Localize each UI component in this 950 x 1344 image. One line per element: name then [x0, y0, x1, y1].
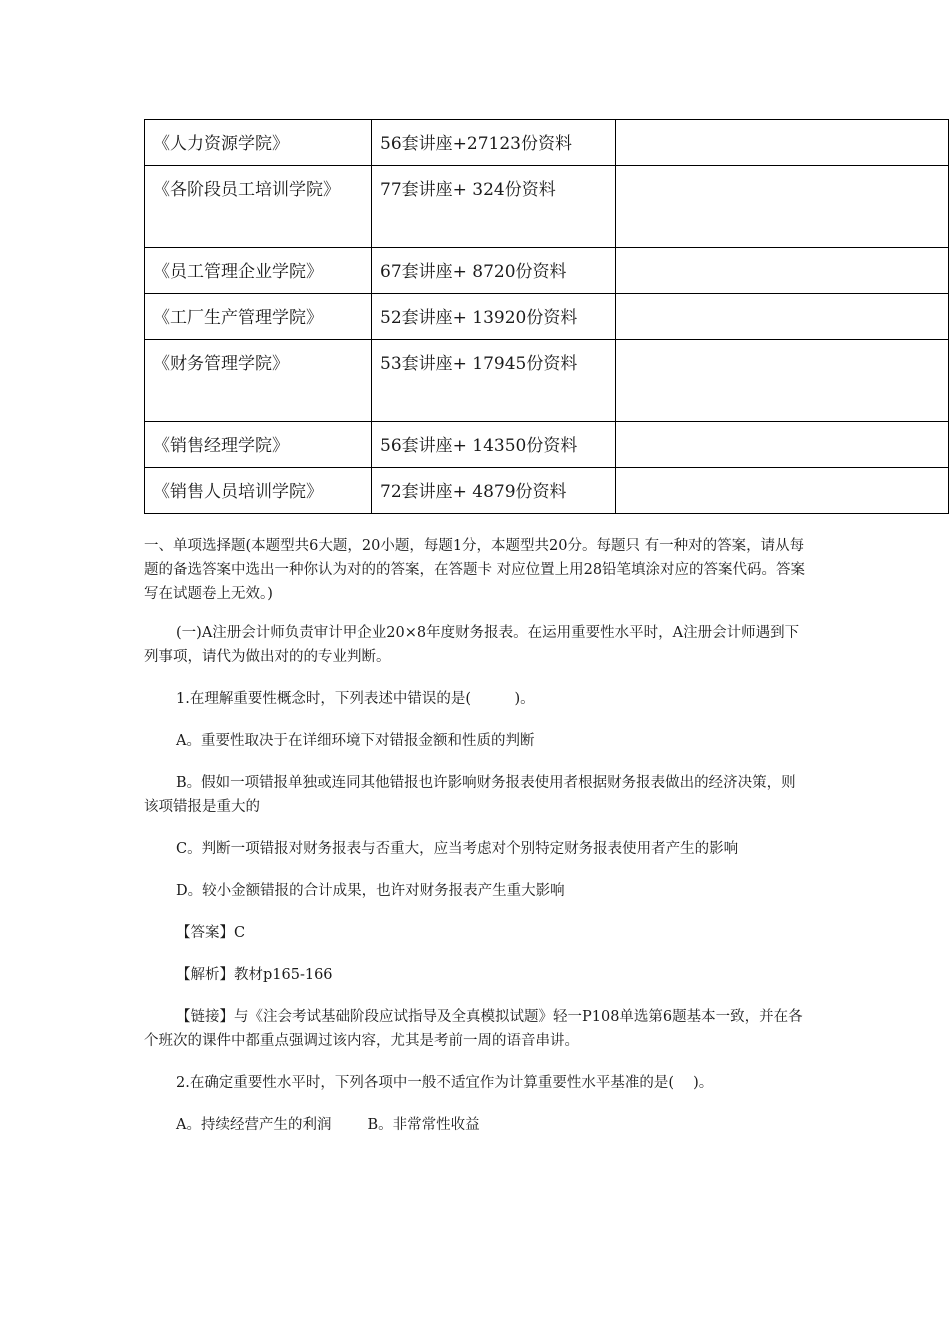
table-row [145, 248, 949, 294]
course-note [616, 340, 949, 422]
course-content: 77套讲座+ 324份资料 [372, 166, 616, 248]
exam-content [144, 534, 810, 1137]
question-1-analysis: 【解析】教材p165-166 [176, 967, 333, 983]
table-row [145, 422, 949, 468]
course-content: 56套讲座+ 14350份资料 [372, 422, 616, 468]
course-name: 《员工管理企业学院》 [145, 248, 372, 294]
course-note [616, 120, 949, 166]
course-name: 《各阶段员工培训学院》 [145, 166, 372, 248]
section-heading: 一、单项选择题(本题型共6大题，20小题，每题1分，本题型共20分。每题只 有一种对的答案，请从每题的备选答案中选出一种你认为对的的答案，在答题卡 对应位置上用28铅笔填涂对应的答案代码。答案写在试题卷上无效。) [144, 538, 806, 602]
course-content: 52套讲座+ 13920份资料 [372, 294, 616, 340]
course-content: 56套讲座+27123份资料 [372, 120, 616, 166]
table-row [145, 340, 949, 422]
table-row [145, 468, 949, 514]
question-1-answer: 【答案】C [176, 925, 246, 941]
question-1-link: 【链接】与《注会考试基础阶段应试指导及全真模拟试题》轻一P108单选第6题基本一致，并在各个班次的课件中都重点强调过该内容，尤其是考前一周的语音串讲。 [144, 1009, 803, 1049]
question-1-stem: 1.在理解重要性概念时，下列表述中错误的是( )。 [176, 691, 535, 707]
course-note [616, 422, 949, 468]
course-note [616, 294, 949, 340]
question-2-options [144, 1113, 810, 1137]
course-table [144, 119, 949, 514]
question-1-option-c: C。判断一项错报对财务报表与否重大，应当考虑对个别特定财务报表使用者产生的影响 [176, 841, 739, 857]
course-note [616, 166, 949, 248]
section-intro: (一)A注册会计师负责审计甲企业20×8年度财务报表。在运用重要性水平时，A注册会计师遇到下列事项，请代为做出对的的专业判断。 [144, 625, 800, 665]
table-row [145, 120, 949, 166]
course-note [616, 468, 949, 514]
question-2-option-a: A。持续经营产生的利润 [176, 1117, 332, 1133]
table-row [145, 166, 949, 248]
course-name: 《销售人员培训学院》 [145, 468, 372, 514]
question-1-option-a: A。重要性取决于在详细环境下对错报金额和性质的判断 [176, 733, 535, 749]
course-name: 《财务管理学院》 [145, 340, 372, 422]
question-2-option-b: B。非常常性收益 [367, 1117, 480, 1133]
question-1-option-d: D。较小金额错报的合计成果，也许对财务报表产生重大影响 [176, 883, 565, 899]
course-name: 《工厂生产管理学院》 [145, 294, 372, 340]
course-content: 67套讲座+ 8720份资料 [372, 248, 616, 294]
course-name: 《人力资源学院》 [145, 120, 372, 166]
question-2-stem: 2.在确定重要性水平时，下列各项中一般不适宜作为计算重要性水平基准的是( )。 [176, 1075, 714, 1091]
question-1-option-b: B。假如一项错报单独或连同其他错报也许影响财务报表使用者根据财务报表做出的经济决策，则该项错报是重大的 [144, 775, 796, 815]
course-content: 72套讲座+ 4879份资料 [372, 468, 616, 514]
course-content: 53套讲座+ 17945份资料 [372, 340, 616, 422]
course-name: 《销售经理学院》 [145, 422, 372, 468]
course-note [616, 248, 949, 294]
table-row [145, 294, 949, 340]
